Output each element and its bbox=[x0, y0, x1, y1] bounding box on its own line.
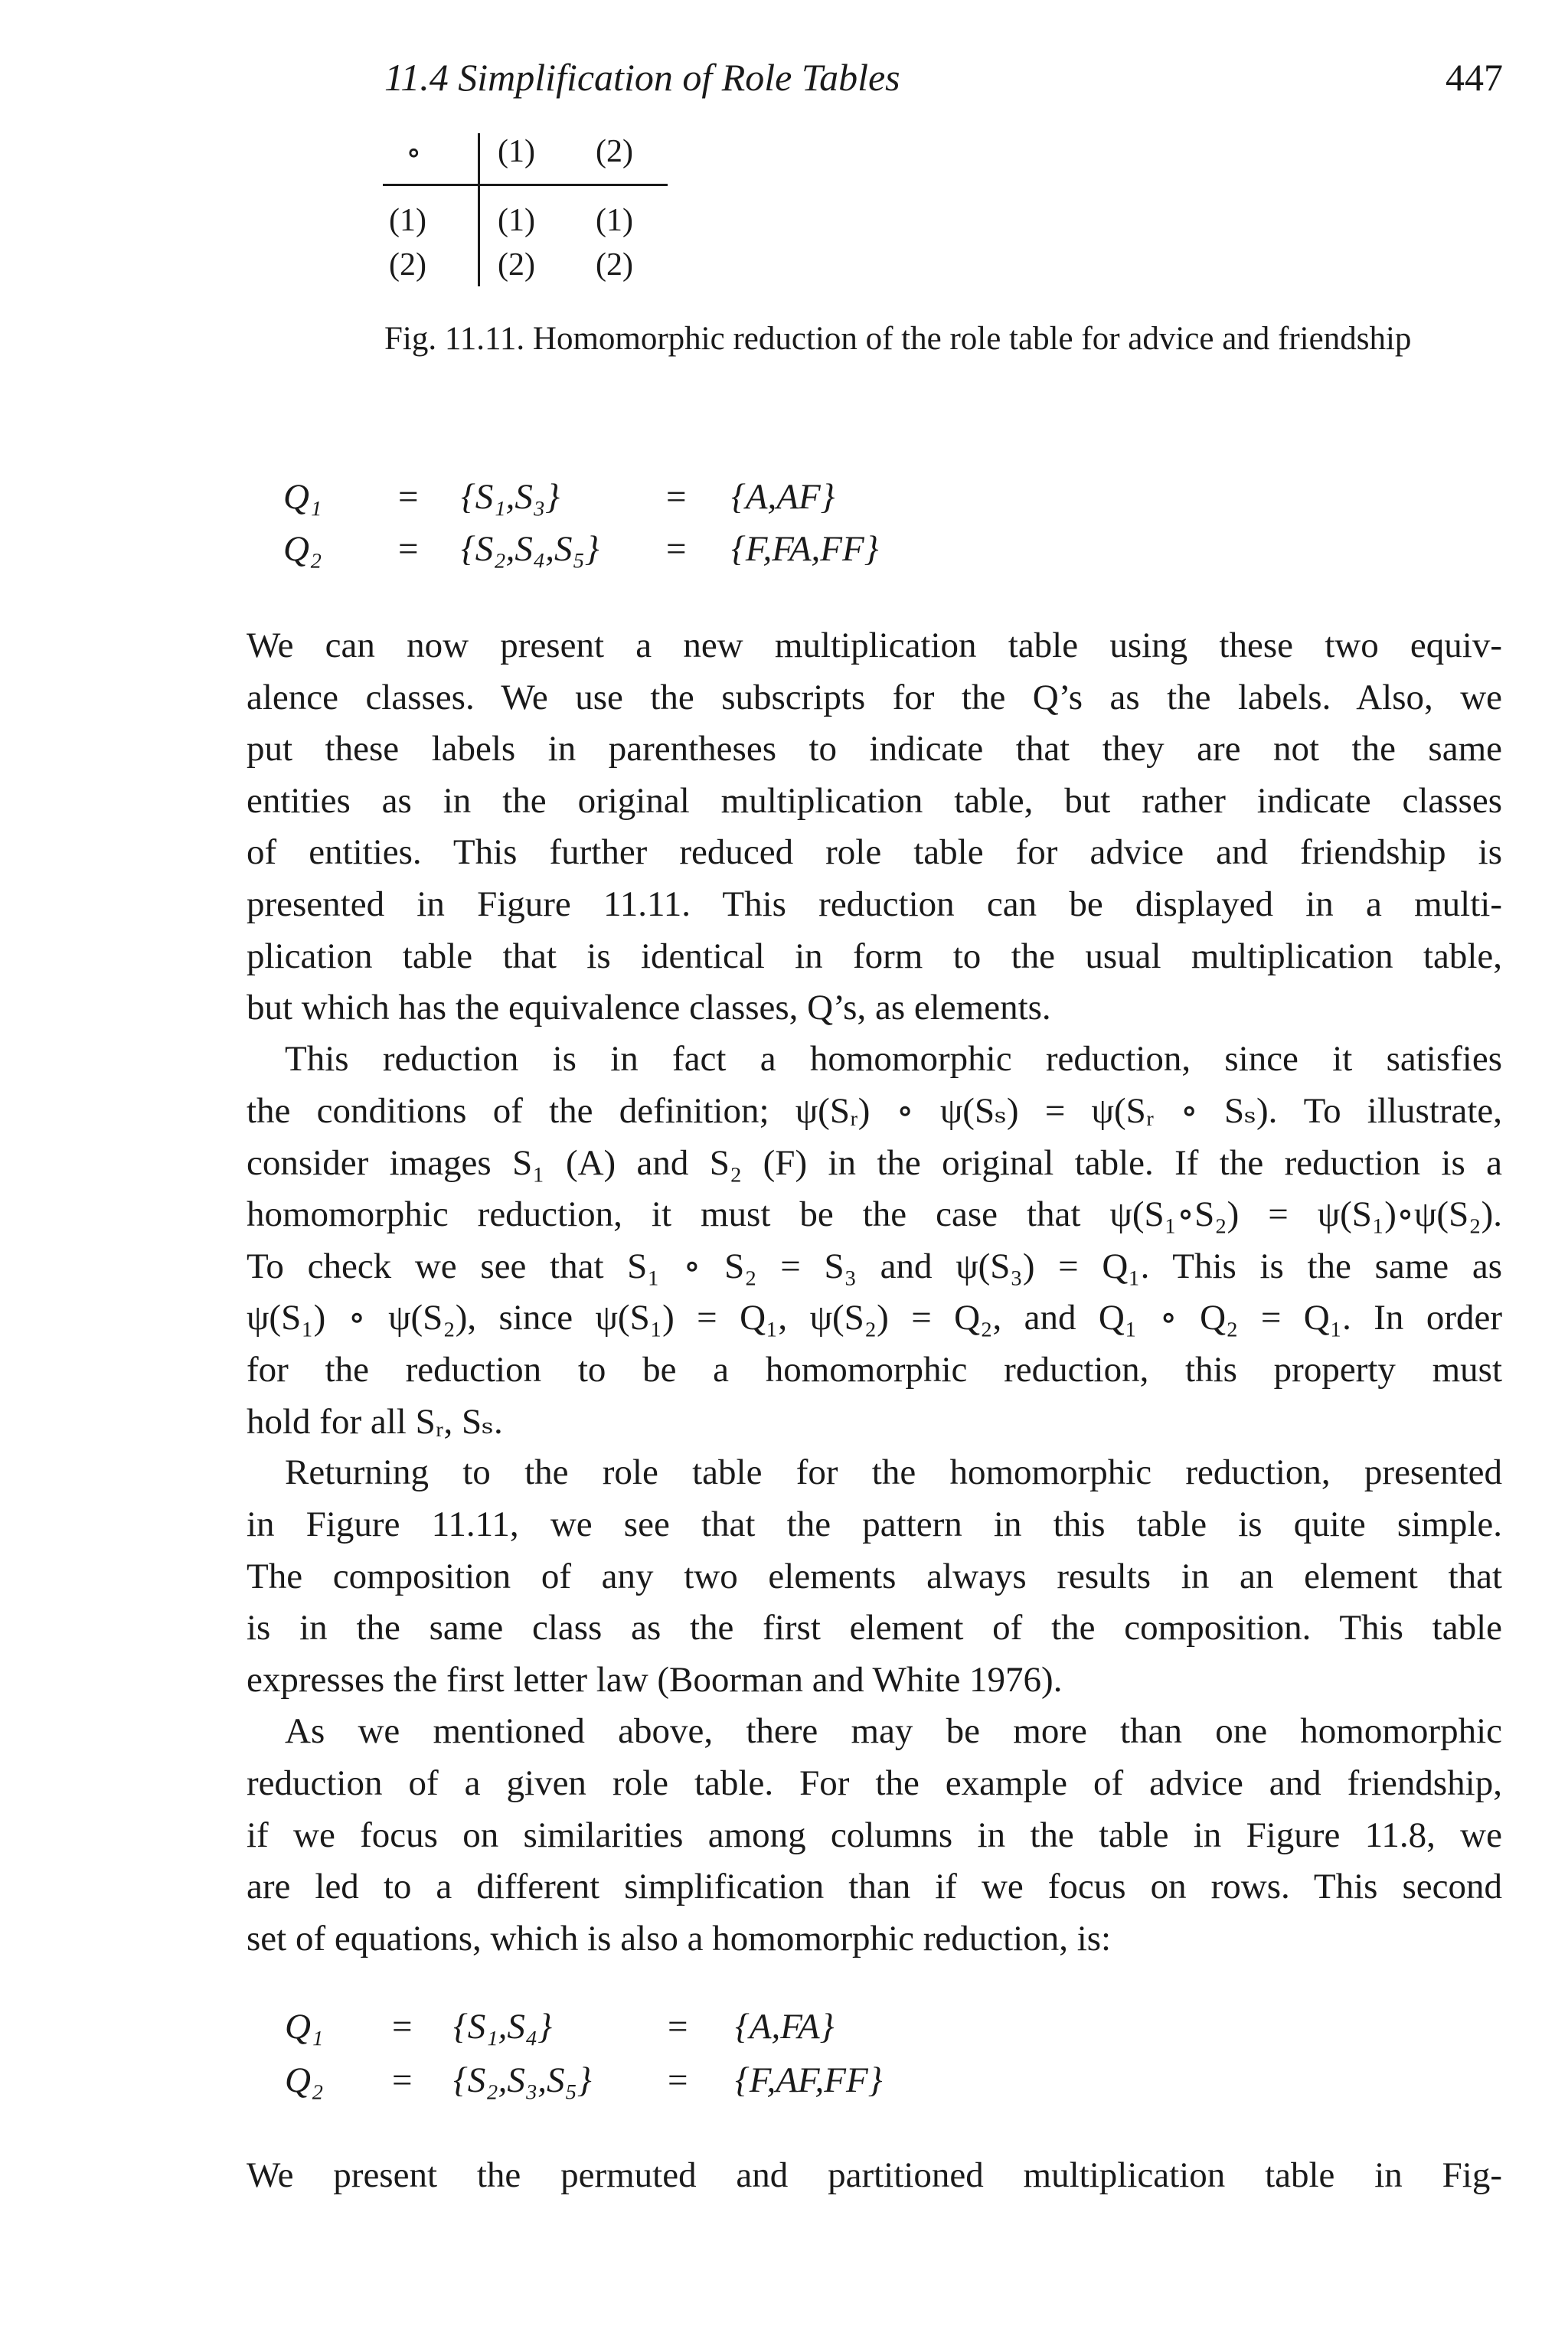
equation-value: {F,FA,FF} bbox=[731, 529, 879, 569]
text-line: ψ(S₁) ∘ ψ(S₂), since ψ(S₁) = Q₁, ψ(S₂) = Q₂, and Q₁ ∘ Q₂ = Q₁. In order bbox=[247, 1298, 1502, 1338]
table-cell: (1) bbox=[596, 203, 633, 238]
text-line: if we focus on similarities among columns in the table in Figure 11.8, we bbox=[247, 1815, 1502, 1855]
text-line: reduction of a given role table. For the example of advice and friendship, bbox=[247, 1763, 1502, 1803]
text-line: are led to a different simplification than if we focus on rows. This second bbox=[247, 1867, 1502, 1907]
table-col-header: (1) bbox=[498, 134, 535, 169]
equation-set: {S₁,S₃} bbox=[461, 477, 560, 517]
text-line: As we mentioned above, there may be more than one homomorphic bbox=[285, 1711, 1502, 1751]
equation-equals: = bbox=[666, 529, 687, 569]
text-line: expresses the first letter law (Boorman and White 1976). bbox=[247, 1659, 1063, 1700]
equation-equals: = bbox=[668, 2060, 688, 2100]
text-line: We present the permuted and partitioned multiplication table in Fig- bbox=[247, 2155, 1502, 2195]
equation-equals: = bbox=[666, 477, 687, 517]
equation-set: {S₁,S₄} bbox=[453, 2007, 553, 2047]
table-row-label: (2) bbox=[389, 247, 426, 283]
text-line: homomorphic reduction, it must be the case that ψ(S₁∘S₂) = ψ(S₁)∘ψ(S₂). bbox=[247, 1194, 1502, 1235]
text-line: alence classes. We use the subscripts for the Q’s as the labels. Also, we bbox=[247, 677, 1502, 717]
equation-equals: = bbox=[392, 2060, 413, 2100]
equation-equals: = bbox=[398, 529, 419, 569]
equation-set: {S₂,S₃,S₅} bbox=[453, 2060, 592, 2100]
equation-lhs: Q₂ bbox=[283, 529, 322, 569]
equation-value: {A,AF} bbox=[731, 477, 835, 517]
text-line: entities as in the original multiplication table, but rather indicate classes bbox=[247, 780, 1502, 821]
paragraph-continued bbox=[247, 1086, 1502, 1448]
equation-row bbox=[283, 476, 1049, 522]
running-title: 11.4 Simplification of Role Tables bbox=[384, 56, 900, 99]
equation-equals: = bbox=[392, 2007, 413, 2047]
paragraph-continued bbox=[247, 1499, 1502, 1706]
table-cell: (2) bbox=[498, 247, 535, 283]
paragraph bbox=[247, 620, 1502, 1034]
paragraph bbox=[247, 2150, 1502, 2202]
paragraph bbox=[285, 1034, 1502, 1086]
table-corner-operator: ∘ bbox=[406, 136, 422, 171]
text-line: for the reduction to be a homomorphic reduction, this property must bbox=[247, 1349, 1502, 1390]
table-cell: (1) bbox=[498, 203, 535, 238]
paragraph bbox=[285, 1706, 1502, 1758]
equation-row bbox=[285, 2060, 1050, 2106]
text-line: consider images S₁ (A) and S₂ (F) in the original table. If the reduction is a bbox=[247, 1142, 1502, 1183]
text-line: put these labels in parentheses to indicate that they are not the same bbox=[247, 729, 1502, 769]
table-vertical-rule bbox=[478, 133, 480, 286]
text-line: presented in Figure 11.11. This reduction can be displayed in a multi- bbox=[247, 884, 1502, 924]
equation-equals: = bbox=[668, 2007, 688, 2047]
equation-set: {S₂,S₄,S₅} bbox=[461, 529, 599, 569]
equation-value: {F,AF,FF} bbox=[735, 2060, 883, 2100]
text-line: but which has the equivalence classes, Q’s, as elements. bbox=[247, 988, 1051, 1028]
text-line: To check we see that S₁ ∘ S₂ = S₃ and ψ(S₃) = Q₁. This is the same as bbox=[247, 1246, 1502, 1286]
table-col-header: (2) bbox=[596, 134, 633, 169]
equation-lhs: Q₁ bbox=[283, 477, 322, 517]
text-line: plication table that is identical in form to the usual multiplication table, bbox=[247, 936, 1502, 976]
page-number: 447 bbox=[1446, 56, 1503, 99]
table-cell: (2) bbox=[596, 247, 633, 283]
equation-value: {A,FA} bbox=[735, 2007, 835, 2047]
text-line: of entities. This further reduced role table for advice and friendship is bbox=[247, 832, 1502, 873]
text-line: We can now present a new multiplication table using these two equiv- bbox=[247, 626, 1502, 665]
equation-equals: = bbox=[398, 477, 419, 517]
text-line: set of equations, which is also a homomorphic reduction, is: bbox=[247, 1918, 1112, 1959]
text-line: is in the same class as the first element of the composition. This table bbox=[247, 1608, 1502, 1648]
text-line: the conditions of the definition; ψ(Sᵣ) ∘ ψ(Sₛ) = ψ(Sᵣ ∘ Sₛ). To illustrate, bbox=[247, 1091, 1502, 1131]
equation-lhs: Q₁ bbox=[285, 2007, 324, 2047]
equation-lhs: Q₂ bbox=[285, 2060, 324, 2100]
role-table bbox=[383, 124, 668, 300]
table-row-label: (1) bbox=[389, 203, 426, 238]
table-horizontal-rule bbox=[383, 184, 668, 186]
text-line: Returning to the role table for the homomorphic reduction, presented bbox=[285, 1452, 1502, 1492]
equation-row bbox=[283, 528, 1049, 574]
figure-caption: Fig. 11.11. Homomorphic reduction of the role table for advice and friendship bbox=[384, 321, 1412, 357]
text-line: The composition of any two elements always results in an element that bbox=[247, 1556, 1502, 1596]
paragraph bbox=[285, 1447, 1502, 1499]
text-line: in Figure 11.11, we see that the pattern in this table is quite simple. bbox=[247, 1505, 1502, 1544]
equation-row bbox=[285, 2006, 1050, 2052]
text-line: hold for all Sᵣ, Sₛ. bbox=[247, 1401, 503, 1442]
text-line: This reduction is in fact a homomorphic reduction, since it satisfies bbox=[285, 1039, 1502, 1079]
paragraph-continued bbox=[247, 1758, 1502, 1965]
